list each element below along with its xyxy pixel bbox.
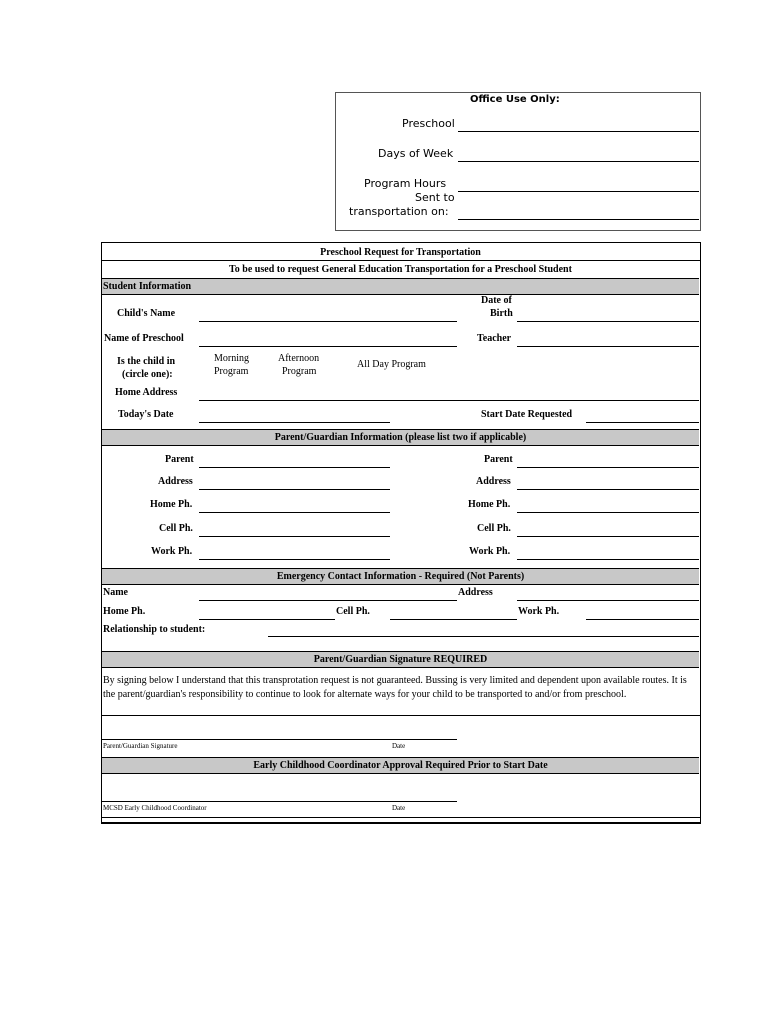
dob-field[interactable] bbox=[517, 321, 699, 322]
allday-option[interactable]: All Day Program bbox=[357, 359, 426, 370]
parent1-field[interactable] bbox=[199, 467, 390, 468]
parent-signature-date-label: Date bbox=[392, 742, 406, 750]
homeph2-field[interactable] bbox=[517, 512, 699, 513]
teacher-field[interactable] bbox=[517, 346, 699, 347]
parent-signature-label: Parent/Guardian Signature bbox=[103, 742, 178, 750]
address2-label: Address bbox=[476, 476, 511, 487]
start-date-field[interactable] bbox=[586, 422, 699, 423]
office-use-title: Office Use Only: bbox=[470, 94, 560, 105]
address1-field[interactable] bbox=[199, 489, 390, 490]
office-preschool-label: Preschool bbox=[402, 117, 455, 130]
cellph1-label: Cell Ph. bbox=[159, 523, 193, 534]
office-sent-field[interactable] bbox=[458, 219, 699, 220]
em-workph-label: Work Ph. bbox=[518, 606, 560, 617]
em-address-label: Address bbox=[458, 587, 493, 598]
home-address-label: Home Address bbox=[115, 387, 178, 398]
em-name-field[interactable] bbox=[199, 600, 457, 601]
relationship-field[interactable] bbox=[268, 636, 699, 637]
childs-name-label: Child's Name bbox=[117, 308, 176, 319]
em-homeph-field[interactable] bbox=[199, 619, 335, 620]
office-days-field[interactable] bbox=[458, 161, 699, 162]
preschool-name-label: Name of Preschool bbox=[104, 333, 184, 344]
parent-section-bar bbox=[102, 429, 699, 446]
coordinator-section-title: Early Childhood Coordinator Approval Required Prior to Start Date bbox=[253, 760, 548, 771]
morning-option-2[interactable]: Program bbox=[214, 366, 249, 377]
morning-option-1[interactable]: Morning bbox=[214, 353, 249, 364]
em-cellph-field[interactable] bbox=[390, 619, 517, 620]
parent-section-title: Parent/Guardian Information (please list two if applicable) bbox=[274, 432, 527, 443]
home-address-field[interactable] bbox=[199, 400, 699, 401]
em-homeph-label: Home Ph. bbox=[103, 606, 146, 617]
dob-label-2: Birth bbox=[490, 308, 513, 319]
office-sent-label-1: Sent to bbox=[415, 191, 455, 204]
office-preschool-field[interactable] bbox=[458, 131, 699, 132]
student-section-bar bbox=[102, 278, 699, 295]
homeph1-field[interactable] bbox=[199, 512, 390, 513]
emergency-section-bar bbox=[102, 568, 699, 585]
program-question-2: (circle one): bbox=[122, 369, 173, 380]
parent1-label: Parent bbox=[165, 454, 194, 465]
signature-section-bar bbox=[102, 651, 699, 668]
em-address-field[interactable] bbox=[517, 600, 699, 601]
childs-name-field[interactable] bbox=[199, 321, 457, 322]
cellph2-field[interactable] bbox=[517, 536, 699, 537]
coordinator-date-label: Date bbox=[392, 804, 406, 812]
homeph1-label: Home Ph. bbox=[150, 499, 193, 510]
start-date-label: Start Date Requested bbox=[481, 409, 573, 420]
em-cellph-label: Cell Ph. bbox=[336, 606, 370, 617]
form-title: Preschool Request for Transportation bbox=[320, 247, 481, 258]
cellph2-label: Cell Ph. bbox=[477, 523, 511, 534]
dob-label-1: Date of bbox=[481, 295, 512, 306]
cellph1-field[interactable] bbox=[199, 536, 390, 537]
student-section-title: Student Information bbox=[103, 281, 192, 292]
office-sent-label-2: transportation on: bbox=[349, 205, 449, 218]
preschool-name-field[interactable] bbox=[199, 346, 457, 347]
program-question-1: Is the child in bbox=[117, 356, 176, 367]
signature-section-title: Parent/Guardian Signature REQUIRED bbox=[313, 654, 488, 665]
workph2-label: Work Ph. bbox=[469, 546, 511, 557]
homeph2-label: Home Ph. bbox=[468, 499, 511, 510]
coordinator-label: MCSD Early Childhood Coordinator bbox=[103, 804, 207, 812]
form-subtitle: To be used to request General Education Transportation for a Preschool Student bbox=[229, 264, 572, 275]
workph1-field[interactable] bbox=[199, 559, 390, 560]
afternoon-option-1[interactable]: Afternoon bbox=[278, 353, 320, 364]
coordinator-section-bar bbox=[102, 757, 699, 774]
signature-statement: By signing below I understand that this transprotation request is not guaranteed. Bussing is very limited and dependent upon available routes. It is the parent/guardian's responsibility to continue to look for alternate ways for your child to be transported to and/or from preschool. bbox=[103, 675, 687, 700]
address1-label: Address bbox=[158, 476, 193, 487]
em-workph-field[interactable] bbox=[586, 619, 699, 620]
workph1-label: Work Ph. bbox=[151, 546, 193, 557]
office-hours-field[interactable] bbox=[458, 191, 699, 192]
todays-date-label: Today's Date bbox=[118, 409, 174, 420]
em-name-label: Name bbox=[103, 587, 128, 598]
relationship-label: Relationship to student: bbox=[103, 624, 206, 635]
address2-field[interactable] bbox=[517, 489, 699, 490]
todays-date-field[interactable] bbox=[199, 422, 390, 423]
office-days-label: Days of Week bbox=[378, 147, 454, 160]
afternoon-option-2[interactable]: Program bbox=[282, 366, 317, 377]
emergency-section-title: Emergency Contact Information - Required (Not Parents) bbox=[276, 571, 525, 582]
workph2-field[interactable] bbox=[517, 559, 699, 560]
office-hours-label: Program Hours bbox=[364, 177, 447, 190]
parent2-label: Parent bbox=[484, 454, 513, 465]
parent2-field[interactable] bbox=[517, 467, 699, 468]
teacher-label: Teacher bbox=[477, 333, 512, 344]
